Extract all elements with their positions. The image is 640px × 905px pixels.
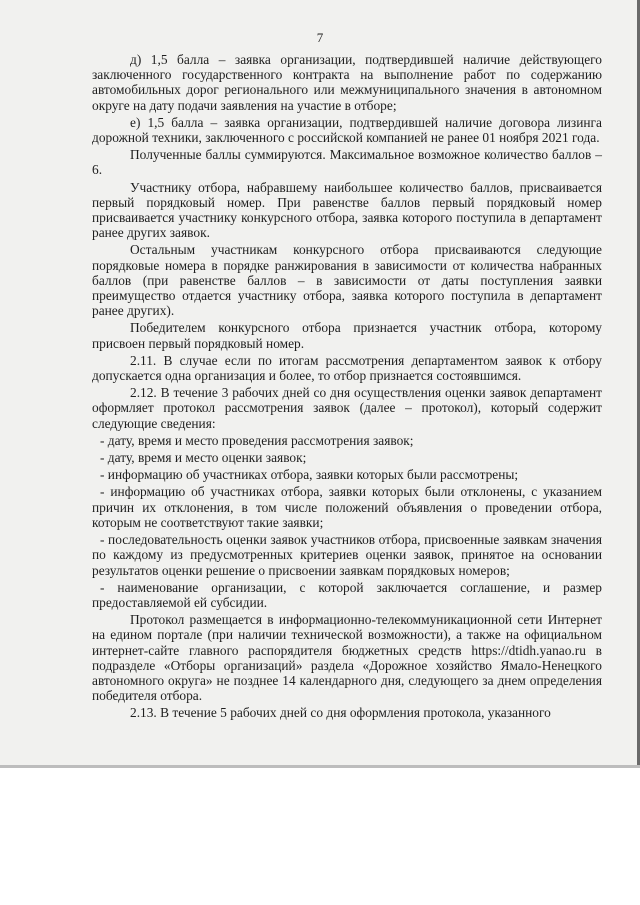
scan-edge-divider	[0, 765, 640, 768]
clause-2-13: 2.13. В течение 5 рабочих дней со дня оформления протокола, указанного	[130, 705, 551, 721]
paragraph-d-points: д) 1,5 балла – заявка организации, подтвердившей наличие действующего заключенного государственного контракта на выполнение работ по содержанию автомобильных дорог регионального или межмуниципального значения в автономном округе на дату подачи заявления на участие в отборе;	[92, 52, 602, 113]
paragraph-other-ranks: Остальным участникам конкурсного отбора присваиваются следующие порядковые номера в порядке ранжирования в зависимости от количества набранных баллов (при равенстве баллов – в зависимости от даты поступления заявки преимущество отдается участнику отбора, заявка которого поступила в департамент ранее других).	[92, 242, 602, 319]
paragraph-points-sum: Полученные баллы суммируются. Максимальное возможное количество баллов – 6.	[92, 147, 602, 178]
protocol-item: - дату, время и место оценки заявок;	[100, 450, 307, 466]
paragraph-protocol-publication: Протокол размещается в информационно-телекоммуникационной сети Интернет на едином портале (при наличии технической возможности), а также на официальном интернет-сайте главного распорядителя бюджетных средств https://dtidh.yanao.ru в подразделе «Отборы организаций» раздела «Дорожное хозяйство Ямало-Ненецкого автономного округа» не позднее 14 календарного дня, следующего за днем определения победителя отбора.	[92, 612, 602, 704]
protocol-item: - последовательность оценки заявок участников отбора, присвоенные заявкам значения по каждому из предусмотренных критериев оценки заявок, принятое на основании результатов оценки решение о присвоении заявкам порядковых номеров;	[92, 532, 602, 578]
page-number: 7	[316, 30, 324, 45]
paragraph-e-points: е) 1,5 балла – заявка организации, подтвердившей наличие договора лизинга дорожной техники, заключенного с российской компанией не ранее 01 ноября 2021 года.	[92, 114, 602, 146]
protocol-item: - наименование организации, с которой заключается соглашение, и размер предоставляемой ей субсидии.	[92, 579, 602, 610]
document-body	[92, 52, 602, 723]
clause-2-11: 2.11. В случае если по итогам рассмотрения департаментом заявок к отбору допускается одна организация и более, то отбор признается состоявшимся.	[92, 352, 602, 384]
paragraph-winner: Победителем конкурсного отбора признается участник отбора, которому присвоен первый порядковый номер.	[92, 320, 602, 351]
paragraph-first-rank: Участнику отбора, набравшему наибольшее количество баллов, присваивается первый порядковый номер. При равенстве баллов первый порядковый номер присваивается участнику конкурсного отбора, заявка которого поступила в департамент ранее других заявок.	[92, 179, 602, 241]
protocol-item: - информацию об участниках отбора, заявки которых были рассмотрены;	[100, 467, 519, 483]
protocol-item: - дату, время и место проведения рассмотрения заявок;	[100, 432, 414, 448]
protocol-item: - информацию об участниках отбора, заявки которых были отклонены, с указанием причин их отклонения, в том числе положений объявления о проведении отбора, которым не соответствуют такие заявки;	[92, 484, 602, 530]
clause-2-12: 2.12. В течение 3 рабочих дней со дня осуществления оценки заявок департамент оформляет протокол рассмотрения заявок (далее – протокол), который содержит следующие сведения:	[92, 385, 602, 431]
